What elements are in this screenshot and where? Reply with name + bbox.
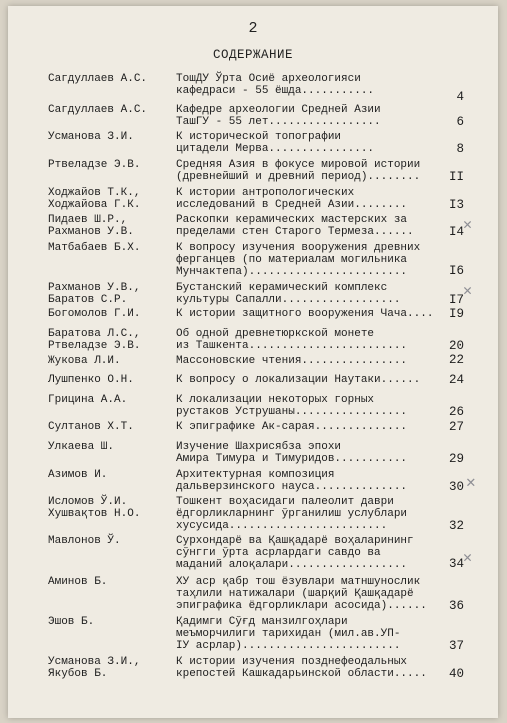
document-page [8, 6, 498, 718]
entry-page: I6 [448, 264, 464, 278]
entry-title: К вопросу о локализации Наутаки...... [176, 374, 421, 386]
entry-authors: Султанов Х.Т. [48, 421, 134, 433]
entry-title: Қадимги Сўғд манзилгоҳлари меъморчилиги тарихидан (мил.ав.УП- IУ асрлар)........................ [176, 616, 401, 652]
entry-page: I9 [448, 307, 464, 321]
entry-page: 40 [448, 667, 464, 681]
entry-page: I7 [448, 293, 464, 307]
entry-title: Бустанский керамический комплекс культуры Сапалли.................. [176, 282, 401, 306]
entry-authors: Сагдуллаев А.С. [48, 104, 148, 116]
entry-authors: Ртвеладзе Э.В. [48, 159, 141, 171]
entry-title: Тошкент воҳасидаги палеолит даври ёдгорликларнинг ўрганилиш услублари хусусида........................ [176, 496, 408, 532]
page-number: 2 [248, 20, 258, 37]
entry-page: 20 [448, 339, 464, 353]
entry-page: 37 [448, 639, 464, 653]
entry-page: I4 [448, 225, 464, 239]
entry-page: 34 [448, 557, 464, 571]
entry-title: ТошДУ Ўрта Осиё археологияси кафедраси - 55 ёшда........... [176, 73, 375, 97]
entry-authors: Усманова З.И. [48, 131, 134, 143]
entry-authors: Грицина А.А. [48, 394, 128, 406]
entry-title: Раскопки керамических мастерских за пределами стен Старого Термеза...... [176, 214, 414, 238]
entry-page: II [448, 170, 464, 184]
entry-authors: Мавлонов Ў. [48, 535, 121, 547]
entry-authors: Баратова Л.С., Ртвеладзе Э.В. [48, 328, 141, 352]
entry-title: ХУ аср қабр тош ёзувлари матншунослик таҳлили натижалари (шарқий Қашқадарё эпиграфика ёдгорликлари асосида)...... [176, 576, 427, 612]
entry-page: 32 [448, 519, 464, 533]
entry-authors: Сагдуллаев А.С. [48, 73, 148, 85]
entry-title: Кафедре археологии Средней Азии ТашГУ - 55 лет................. [176, 104, 381, 128]
entry-authors: Матбабаев Б.Х. [48, 242, 141, 254]
margin-cross-mark: ✕ [466, 474, 476, 492]
entry-authors: Аминов Б. [48, 576, 108, 588]
entry-title: К исторической топографии цитадели Мерва................ [176, 131, 375, 155]
entry-title: К эпиграфике Ак-сарая.............. [176, 421, 408, 433]
entry-page: 4 [456, 90, 464, 104]
entry-title: К истории защитного вооружения Чача.... [176, 308, 434, 320]
entry-page: 6 [456, 115, 464, 129]
entry-authors: Улкаева Ш. [48, 441, 115, 453]
entry-title: К локализации некоторых горных рустаков Уструшаны................. [176, 394, 408, 418]
entry-title: Архитектурная композиция дальверзинского науса.............. [176, 469, 408, 493]
entry-authors: Лушпенко О.Н. [48, 374, 134, 386]
entry-authors: Исломов Ў.И. Хушвақтов Н.О. [48, 496, 141, 520]
entry-authors: Эшов Б. [48, 616, 95, 628]
entry-page: I3 [448, 198, 464, 212]
entry-title: Об одной древнетюркской монете из Ташкента........................ [176, 328, 408, 352]
entry-title: Сурхондарё ва Қашқадарё воҳаларининг сўнгги ўрта асрлардаги савдо ва маданий алоқалари.................. [176, 535, 414, 571]
entry-authors: Жукова Л.И. [48, 355, 121, 367]
entry-authors: Пидаев Ш.Р., Рахманов У.В. [48, 214, 134, 238]
entry-authors: Усманова З.И., Якубов Б. [48, 656, 141, 680]
entry-title: К истории антропологических исследований в Средней Азии........ [176, 187, 408, 211]
entry-page: 36 [448, 599, 464, 613]
entry-page: 29 [448, 452, 464, 466]
entry-title: Изучение Шахрисябза эпохи Амира Тимура и Тимуридов........... [176, 441, 408, 465]
entry-authors: Ходжайов Т.К., Ходжайова Г.К. [48, 187, 141, 211]
margin-cross-mark: ✕ [463, 217, 473, 234]
entry-authors: Азимов И. [48, 469, 108, 481]
entry-title: К вопросу изучения вооружения древних ферганцев (по материалам могильника Мунчактепа)........................ [176, 242, 421, 278]
margin-cross-mark: ✕ [463, 550, 473, 567]
entry-page: 24 [448, 373, 464, 387]
entry-title: Массоновские чтения................ [176, 355, 408, 367]
entry-page: 30 [448, 480, 464, 494]
entry-page: 8 [456, 142, 464, 156]
entry-title: Средняя Азия в фокусе мировой истории (древнейший и древний период)........ [176, 159, 421, 183]
entry-title: К истории изучения позднефеодальных крепостей Кашкадарьинской области..... [176, 656, 427, 680]
entry-page: 26 [448, 405, 464, 419]
entry-page: 27 [448, 420, 464, 434]
entry-authors: Богомолов Г.И. [48, 308, 141, 320]
entry-authors: Рахманов У.В., Баратов С.Р. [48, 282, 141, 306]
toc-title: СОДЕРЖАНИЕ [212, 48, 293, 62]
entry-page: 22 [448, 353, 464, 367]
margin-cross-mark: ✕ [463, 283, 473, 300]
